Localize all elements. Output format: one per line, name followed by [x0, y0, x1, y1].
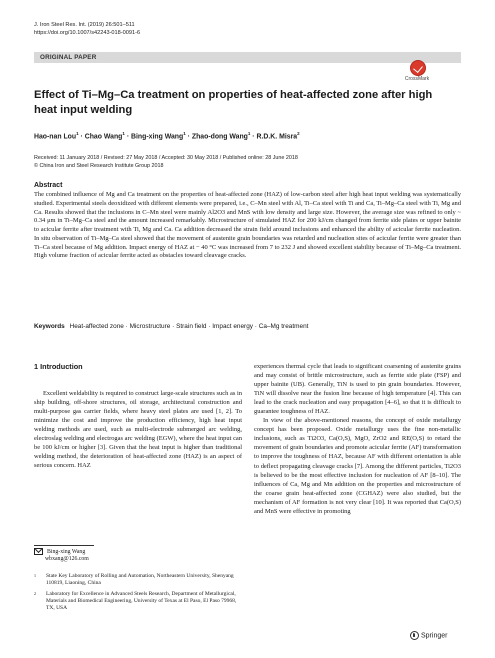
- author-name[interactable]: Chao Wang: [84, 133, 123, 141]
- journal-header: [34, 21, 140, 37]
- footnote-divider: [34, 545, 94, 546]
- doi-link[interactable]: https://doi.org/10.1007/s42243-018-0091-6: [34, 30, 141, 36]
- correspondence: [34, 548, 89, 563]
- author-name[interactable]: Zhao-dong Wang: [191, 133, 248, 141]
- envelope-icon: [34, 548, 43, 555]
- author-name[interactable]: Hao-nan Lou: [34, 133, 77, 141]
- affiliation: [34, 573, 244, 587]
- author-affiliation-marker: 1: [247, 131, 251, 136]
- body-column-left: [34, 389, 242, 470]
- author-name[interactable]: Bing-xing Wang: [131, 133, 184, 141]
- paragraph: Excellent weldability is required to construct large-scale structures such as in ship building, off-shore structures, oil storage, architectural construction and multi-purpose gas carrier fields, where heavy steel plates are used [1, 2]. To minimize the cost and improve the production efficiency, high heat input welding methods are used, such as multi-electrode submerged arc welding, electroslag welding and electrogas arc welding (EGW), where the heat input can be 100 kJ/cm or higher [3]. Given that the heat input is higher than traditional welding method, the deterioration of heat-affected zone (HAZ) is an aspect of serious concern. HAZ: [34, 390, 242, 470]
- publisher-logo: [410, 631, 447, 640]
- section-heading: 1 Introduction: [34, 362, 83, 371]
- corresponding-email[interactable]: wbxang@126.com: [45, 556, 89, 563]
- crossmark-label: CrossMark: [404, 76, 430, 82]
- affiliation-number: 2: [34, 591, 36, 596]
- author-list: Hao-nan Lou$^1$ · Chao Wang$^1$ · Bing-xing Wang$^1$ · Zhao-dong Wang$^1$ · R.D.K. Misra$^2$: [34, 131, 300, 141]
- keywords-label: Keywords: [34, 323, 65, 330]
- article-dates: Received: 11 January 2018 / Revised: 27 May 2018 / Accepted: 30 May 2018 / Published online: 28 June 2018: [34, 155, 298, 161]
- affiliation-text: State Key Laboratory of Rolling and Automation, Northeastern University, Shenyang 110819, Liaoning, China: [46, 573, 234, 587]
- keywords-list: Heat-affected zone · Microstructure · Strain field · Impact energy · Ca–Mg treatment: [69, 323, 309, 330]
- crossmark-badge[interactable]: [396, 60, 452, 84]
- author-affiliation-marker: 2: [297, 131, 300, 136]
- article-type-label: ORIGINAL PAPER: [40, 53, 97, 61]
- copyright-line: © China Iron and Steel Research Institute Group 2018: [34, 162, 164, 169]
- author-affiliation-marker: 1: [76, 131, 79, 136]
- paragraph: experiences thermal cycle that leads to significant coarsening of austenite grains and may consist of brittle microstructure, such as ferrite side plate (FSP) and upper bainite (UB). Generally, TiN is used to pin grain boundaries. However, TiN will dissolve near the fusion line because of high temperature [4]. This can lead to the crack nucleation and easy propagation [4–6], so that it is difficult to guarantee toughness of HAZ.: [254, 363, 461, 416]
- body-column-right: [254, 362, 461, 516]
- abstract-text: The combined influence of Mg and Ca treatment on the properties of heat-affected zone (HAZ) of low-carbon steel after high heat input welding was systematically studied. Experimental steels deoxidized with different elements were prepared, i.e., C–Mn steel with Al, Ti–Ca steel with Ti and Ca, Ti–Mg–Ca steel with Ti, Mg and Ca. Results showed that the inclusions in C–Mn steel were mainly Al2O3 and MnS with low density and large size. However, the average size was refined to only ~ 0.34 μm in Ti–Mg–Ca steel and the amount increased remarkably. Microstructure of simulated HAZ for 200 kJ/cm changed from ferrite side plates or upper bainite to acicular ferrite after treatment with Ti, Mg and Ca. Ca addition decreased the strain field around inclusions and enhanced the ability of acicular ferrite nucleation. In situ observation of Ti–Mg–Ca steel showed that the movement of austenite grain boundaries was retarded and nucleation sites of acicular ferrite were greater than Ti–Ca steel because of Mg addition. Impact energy of HAZ at − 40 °C was increased from 7 to 232 J and showed excellent stability because of Ti–Mg–Ca treatment. High volume fraction of acicular ferrite acted as obstacles toward cleavage cracks.: [34, 191, 461, 260]
- article-history: [34, 155, 298, 170]
- affiliation-number: 1: [34, 573, 36, 578]
- author-name[interactable]: R.D.K. Misra: [256, 133, 298, 141]
- crossmark-icon: [410, 60, 426, 76]
- keywords: [34, 323, 461, 330]
- corresponding-author: Bing-xing Wang: [47, 548, 86, 555]
- journal-citation: J. Iron Steel Res. Int. (2019) 26:501–511: [34, 22, 135, 28]
- affiliation-text: Laboratory for Excellence in Advanced Steels Research, Department of Metallurgical, Materials and Biomedical Engineering, University of Texas at El Paso, El Paso 79968, TX, USA: [46, 591, 237, 612]
- abstract-heading: Abstract: [34, 182, 63, 189]
- author-affiliation-marker: 1: [183, 131, 186, 136]
- springer-horse-icon: [410, 631, 419, 640]
- affiliation: [34, 591, 244, 612]
- article-title: Effect of Ti–Mg–Ca treatment on properties of heat-affected zone after high heat input welding: [34, 89, 433, 116]
- paragraph: In view of the above-mentioned reasons, the concept of oxide metallurgy concept has been proposed. Oxide metallurgy uses the fine non-metallic inclusions, such as Ti2O3, Ca(O,S), MgO, ZrO2 and RE(O,S) to retard the movement of grain boundaries and promote acicular ferrite (AF) transformation to improve the toughness of HAZ, because AF with different orientation is able to deflect propagating cleavage cracks [7]. Among the different particles, Ti2O3 is believed to be the most effective inclusion for nucleation of AF [8–10]. The influences of Ca, Mg and Mn addition on the properties and microstructure of the coarse grain heat-affected zone (CGHAZ) were also studied, but the mechanism of AF formation is not very clear [10]. It was reported that Ca(O,S) and MnS were effective in promoting: [254, 417, 461, 515]
- author-affiliation-marker: 1: [122, 131, 125, 136]
- publisher-name: Springer: [421, 632, 448, 640]
